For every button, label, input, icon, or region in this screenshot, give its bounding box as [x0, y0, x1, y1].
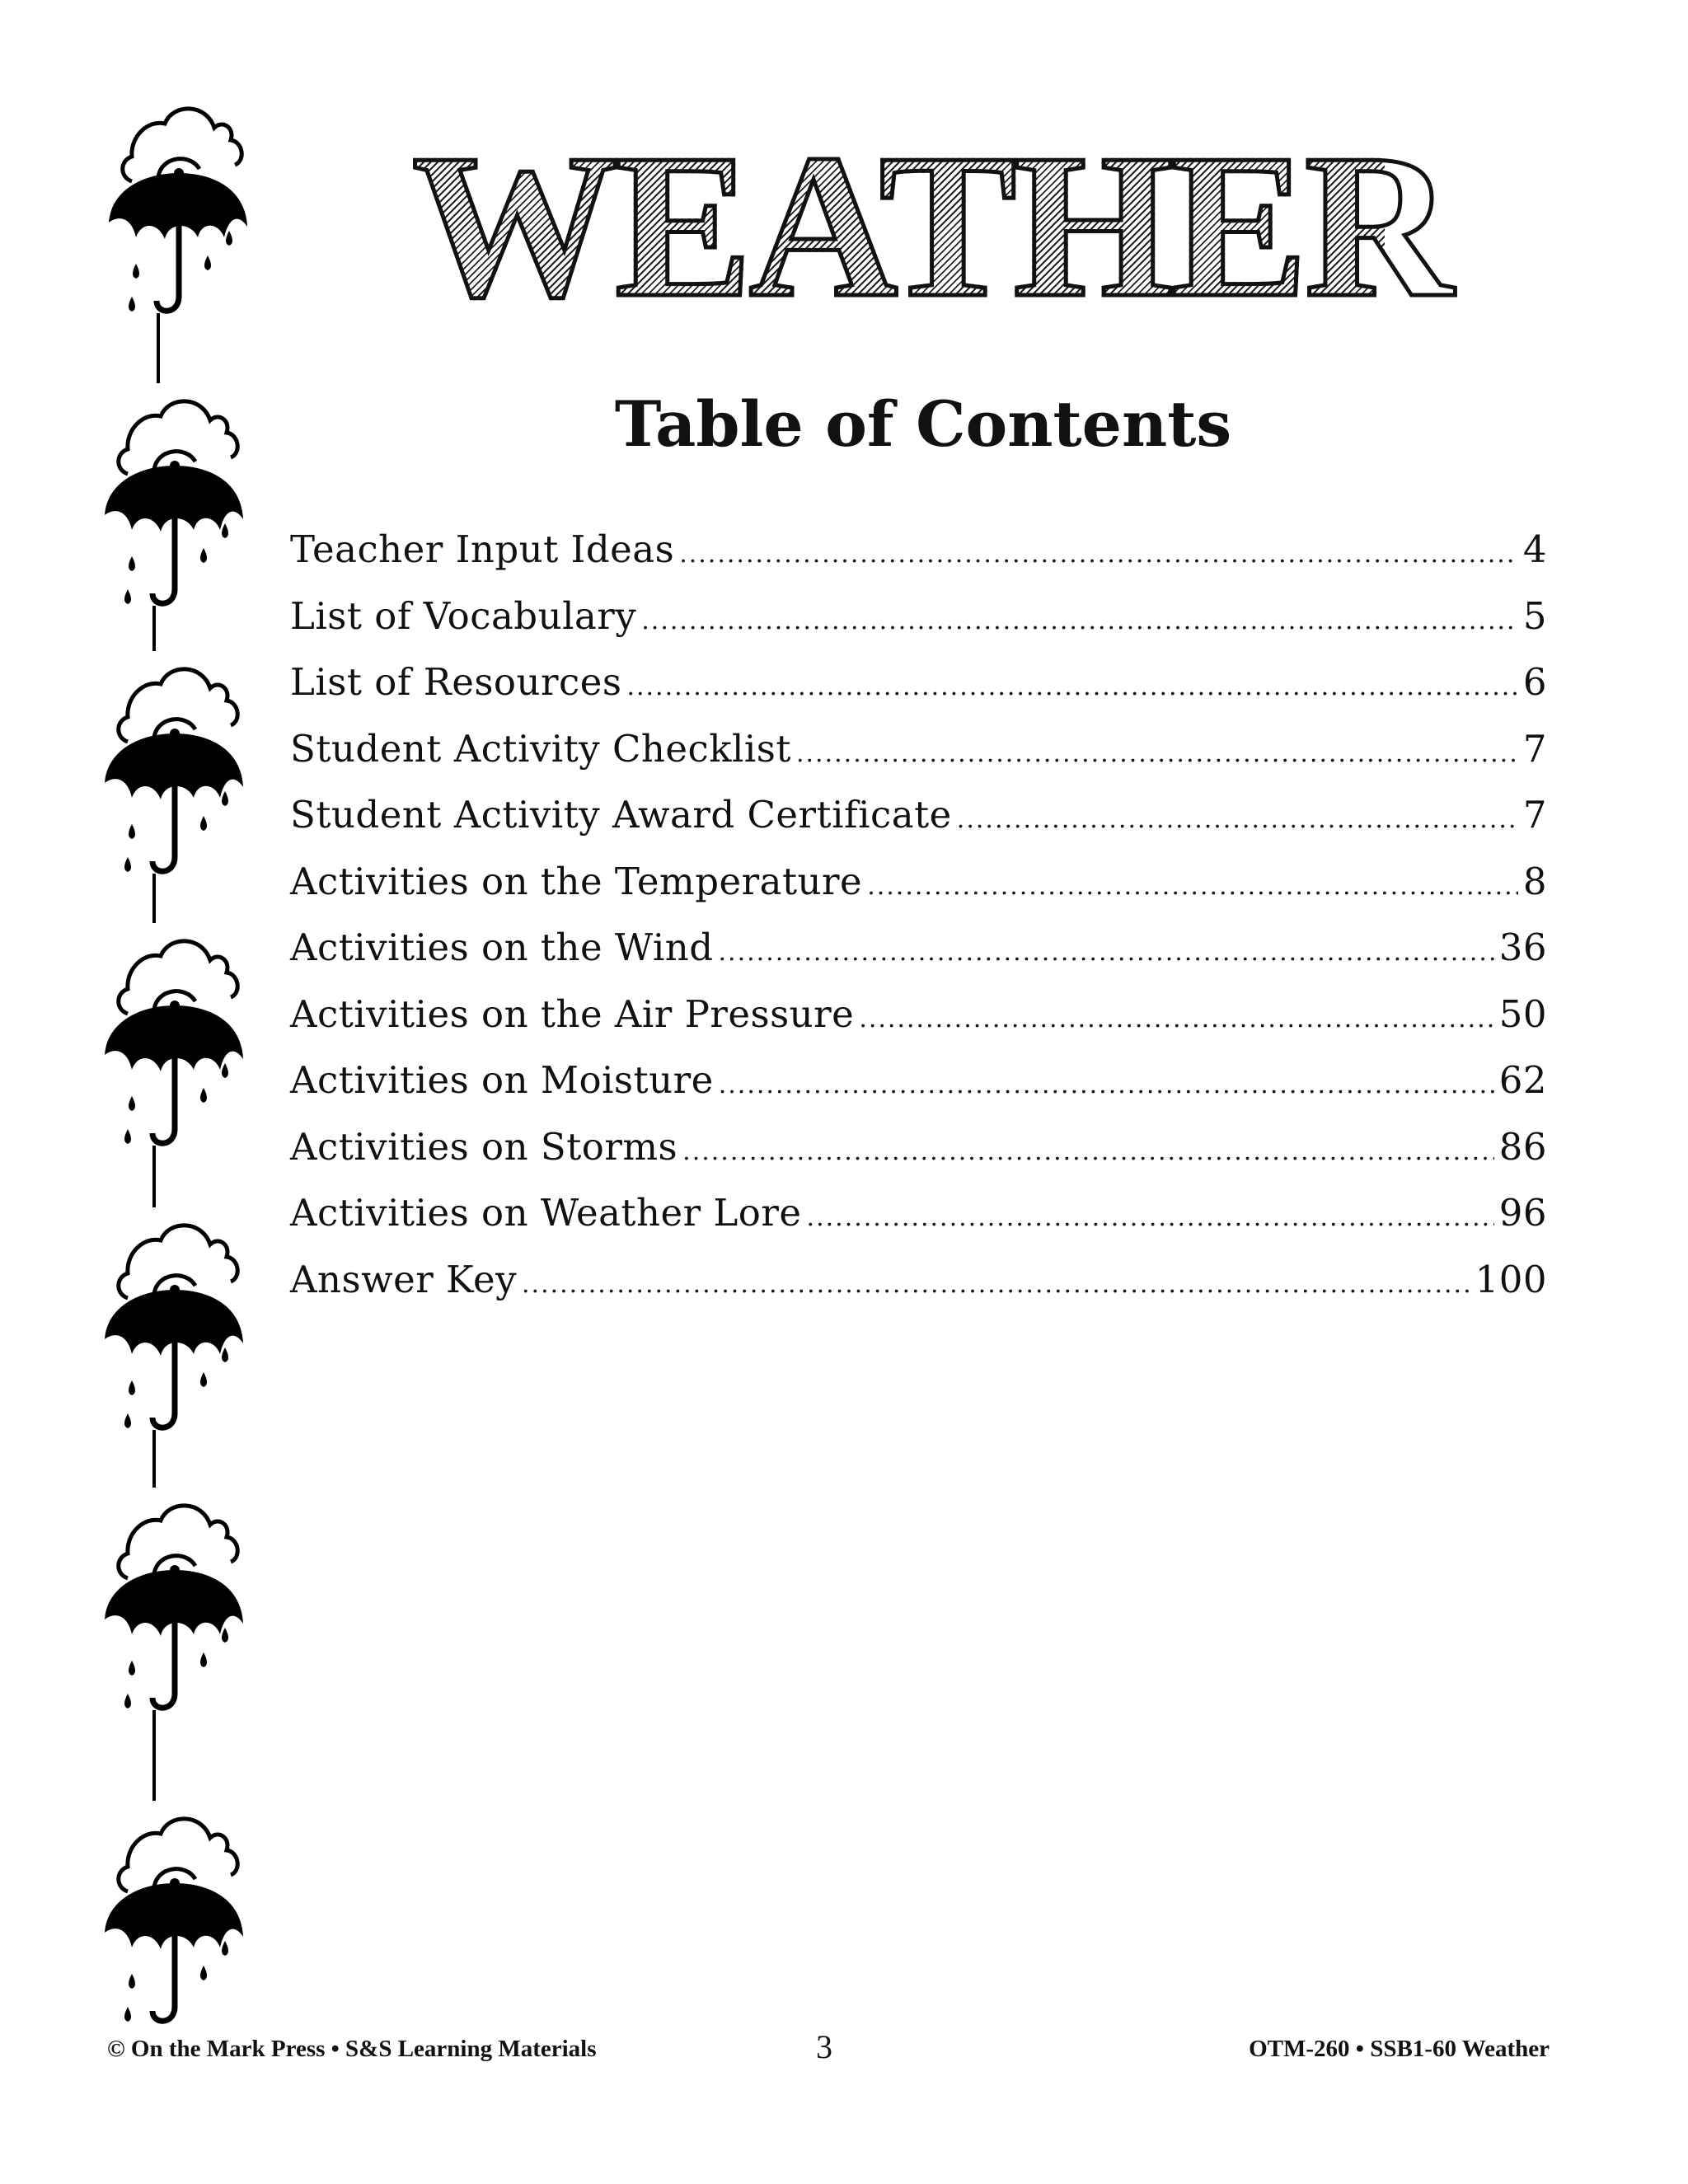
- toc-entry-label: Activities on the Wind: [290, 926, 714, 969]
- toc-entry[interactable]: [290, 660, 1547, 727]
- toc-entry-label: Student Activity Award Certificate: [290, 793, 952, 837]
- toc-entry[interactable]: [290, 793, 1547, 860]
- toc-heading: Table of Contents: [614, 387, 1232, 461]
- toc-entry-page: 62: [1498, 1058, 1547, 1102]
- toc-entry[interactable]: [290, 860, 1547, 926]
- toc-entry[interactable]: [290, 1058, 1547, 1125]
- umbrella-border: [99, 91, 264, 2036]
- umbrella-cloud-rain-icon: [105, 669, 243, 872]
- toc-entry-label: Activities on Weather Lore: [290, 1191, 802, 1235]
- footer-copyright: © On the Mark Press • S&S Learning Materials: [107, 2036, 597, 2062]
- toc-entry[interactable]: [290, 992, 1547, 1059]
- page-number: 3: [816, 2028, 832, 2065]
- toc-entry[interactable]: [290, 926, 1547, 992]
- dot-leader: [796, 739, 1518, 768]
- toc-entry[interactable]: [290, 727, 1547, 794]
- footer-product-code: OTM-260 • SSB1-60 Weather: [1249, 2036, 1550, 2062]
- table-of-contents: [290, 527, 1547, 1324]
- toc-entry-page: 4: [1522, 527, 1547, 571]
- umbrella-cloud-rain-icon: [109, 109, 247, 312]
- toc-entry-page: 7: [1522, 793, 1547, 837]
- dot-leader: [682, 1137, 1494, 1166]
- dot-leader: [641, 607, 1518, 635]
- umbrella-cloud-rain-icon: [105, 401, 243, 604]
- dot-leader: [522, 1270, 1470, 1299]
- dot-leader: [719, 938, 1494, 967]
- toc-entry[interactable]: [290, 1258, 1547, 1324]
- toc-entry-label: Student Activity Checklist: [290, 726, 791, 771]
- umbrella-cloud-rain-icon: [105, 1226, 243, 1428]
- umbrella-cloud-rain-icon: [105, 1506, 243, 1708]
- toc-entry[interactable]: [290, 1191, 1547, 1258]
- dot-leader: [957, 805, 1518, 834]
- dot-leader: [679, 540, 1518, 569]
- toc-entry-label: Activities on the Air Pressure: [290, 991, 855, 1036]
- toc-entry-label: Activities on the Temperature: [290, 859, 863, 903]
- toc-entry-label: List of Vocabulary: [290, 593, 637, 638]
- toc-entry-label: Answer Key: [290, 1257, 517, 1301]
- toc-entry-page: 36: [1498, 926, 1547, 969]
- toc-entry[interactable]: [290, 527, 1547, 594]
- dot-leader: [719, 1071, 1494, 1099]
- page-title: WEATHER: [412, 112, 1451, 340]
- dot-leader: [626, 673, 1517, 701]
- umbrella-cloud-rain-icon: [105, 941, 243, 1144]
- toc-entry-label: List of Resources: [290, 660, 622, 704]
- dot-leader: [807, 1203, 1494, 1232]
- toc-entry[interactable]: [290, 594, 1547, 661]
- toc-entry-label: Teacher Input Ideas: [290, 527, 675, 571]
- dot-leader: [859, 1005, 1493, 1033]
- toc-entry[interactable]: [290, 1125, 1547, 1192]
- toc-entry-label: Activities on Storms: [290, 1124, 678, 1169]
- toc-entry-page: 50: [1498, 991, 1547, 1036]
- dot-leader: [867, 872, 1518, 901]
- toc-entry-page: 8: [1522, 859, 1547, 903]
- toc-entry-label: Activities on Moisture: [290, 1058, 714, 1102]
- toc-entry-page: 96: [1498, 1191, 1547, 1235]
- umbrella-cloud-rain-icon: [105, 1819, 243, 2022]
- toc-entry-page: 86: [1498, 1124, 1547, 1169]
- toc-entry-page: 7: [1522, 726, 1547, 771]
- toc-entry-page: 5: [1522, 593, 1547, 638]
- toc-entry-page: 100: [1475, 1257, 1547, 1301]
- toc-entry-page: 6: [1522, 660, 1547, 704]
